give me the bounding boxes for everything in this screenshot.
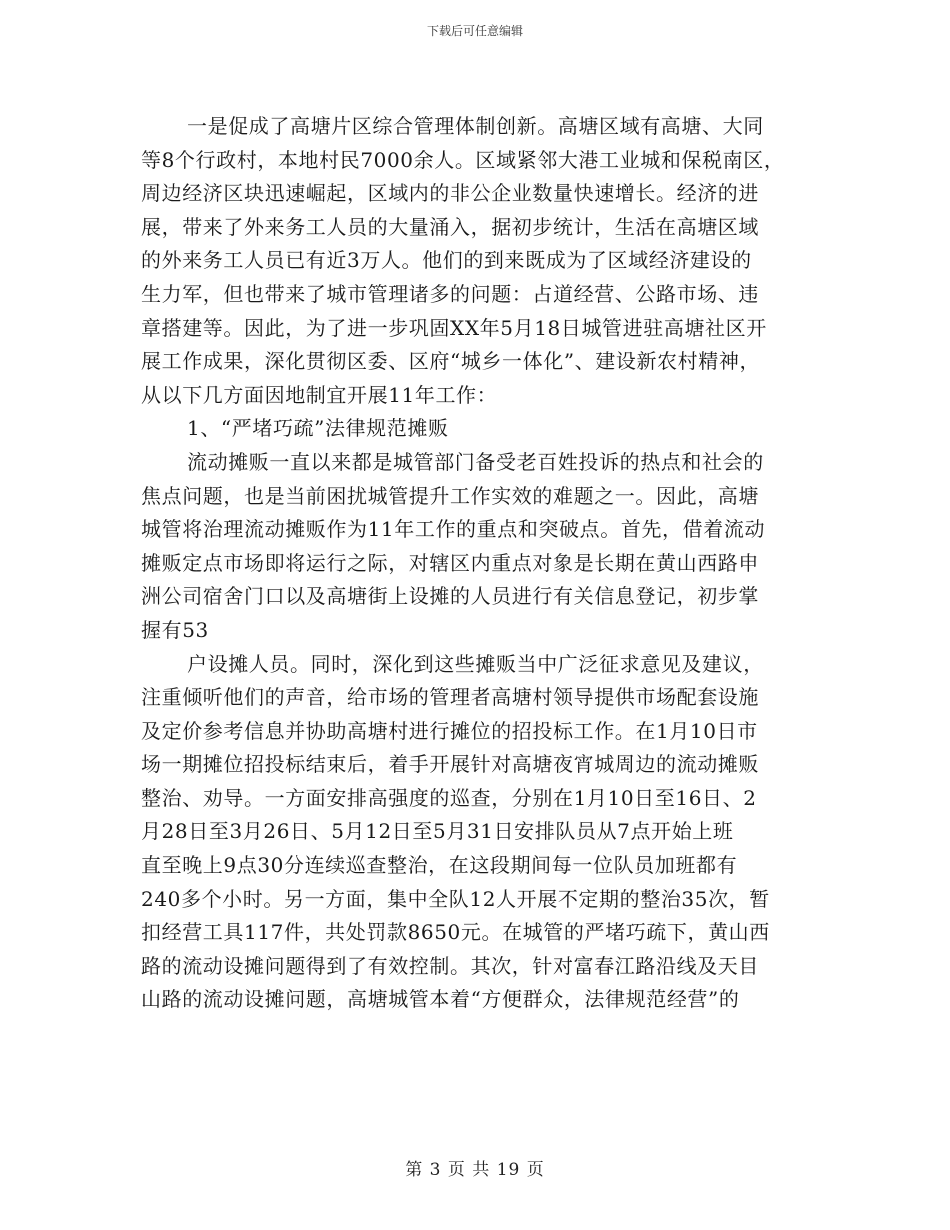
section-heading	[141, 412, 811, 446]
text-line: 240多个小时。另一方面，集中全队12人开展不定期的整治35次，暂	[141, 886, 770, 911]
text-line: 的外来务工人员已有近3万人。他们的到来既成为了区域经济建设的	[141, 248, 752, 273]
text-line: 场一期摊位招投标结束后，着手开展针对高塘夜宵城周边的流动摊贩	[141, 752, 759, 777]
text-line: 洲公司宿舍门口以及高塘街上设摊的人员进行有关信息登记，初步掌	[141, 584, 759, 609]
paragraph-3	[141, 648, 811, 1018]
text-line: 生力军，但也带来了城市管理诸多的问题：占道经营、公路市场、违	[141, 281, 759, 306]
text-line: 山路的流动设摊问题，高塘城管本着“方便群众，法律规范经营”的	[141, 987, 740, 1012]
text-line: 握有53	[141, 617, 209, 642]
text-line: 焦点问题，也是当前困扰城管提升工作实效的难题之一。因此，高塘	[141, 483, 759, 508]
text-line: 户设摊人员。同时，深化到这些摊贩当中广泛征求意见及建议，	[187, 651, 764, 676]
paragraph-2	[141, 446, 811, 648]
document-body	[141, 110, 811, 1017]
text-line: 展，带来了外来务工人员的大量涌入，据初步统计，生活在高塘区域	[141, 214, 759, 239]
text-line: 展工作成果，深化贯彻区委、区府“城乡一体化”、建设新农村精神，	[141, 349, 761, 374]
text-line: 注重倾听他们的声音，给市场的管理者高塘村领导提供市场配套设施	[141, 685, 759, 710]
text-line: 月28日至3月26日、5月12日至5月31日安排队员从7点开始上班	[141, 819, 734, 844]
text-line: 路的流动设摊问题得到了有效控制。其次，针对富春江路沿线及天目	[141, 953, 759, 978]
text-line: 直至晚上9点30分连续巡查整治，在这段期间每一位队员加班都有	[141, 853, 738, 878]
page-header-note: 下载后可任意编辑	[426, 24, 523, 38]
text-line: 一是促成了高塘片区综合管理体制创新。高塘区域有高塘、大同	[187, 114, 764, 138]
text-line: 扣经营工具117件，共处罚款8650元。在城管的严堵巧疏下，黄山西	[141, 920, 770, 945]
text-line: 周边经济区块迅速崛起，区域内的非公企业数量快速增长。经济的进	[141, 181, 759, 206]
section-heading-text: 1、“严堵巧疏”法律规范摊贩	[187, 416, 449, 441]
text-line: 及定价参考信息并协助高塘村进行摊位的招投标工作。在1月10日市	[141, 718, 758, 743]
text-line: 城管将治理流动摊贩作为11年工作的重点和突破点。首先，借着流动	[141, 517, 766, 542]
text-line: 从以下几方面因地制宜开展11年工作：	[141, 382, 498, 407]
text-line: 等8个行政村，本地村民7000余人。区域紧邻大港工业城和保税南区，	[141, 147, 785, 172]
text-line: 整治、劝导。一方面安排高强度的巡查，分别在1月10日至16日、2	[141, 785, 757, 810]
text-line: 摊贩定点市场即将运行之际，对辖区内重点对象是长期在黄山西路申	[141, 550, 759, 575]
page-number: 第 3 页 共 19 页	[405, 1160, 545, 1180]
paragraph-1	[141, 110, 811, 412]
text-line: 章搭建等。因此，为了进一步巩固XX年5月18日城管进驻高塘社区开	[141, 315, 767, 340]
text-line: 流动摊贩一直以来都是城管部门备受老百姓投诉的热点和社会的	[187, 449, 764, 474]
